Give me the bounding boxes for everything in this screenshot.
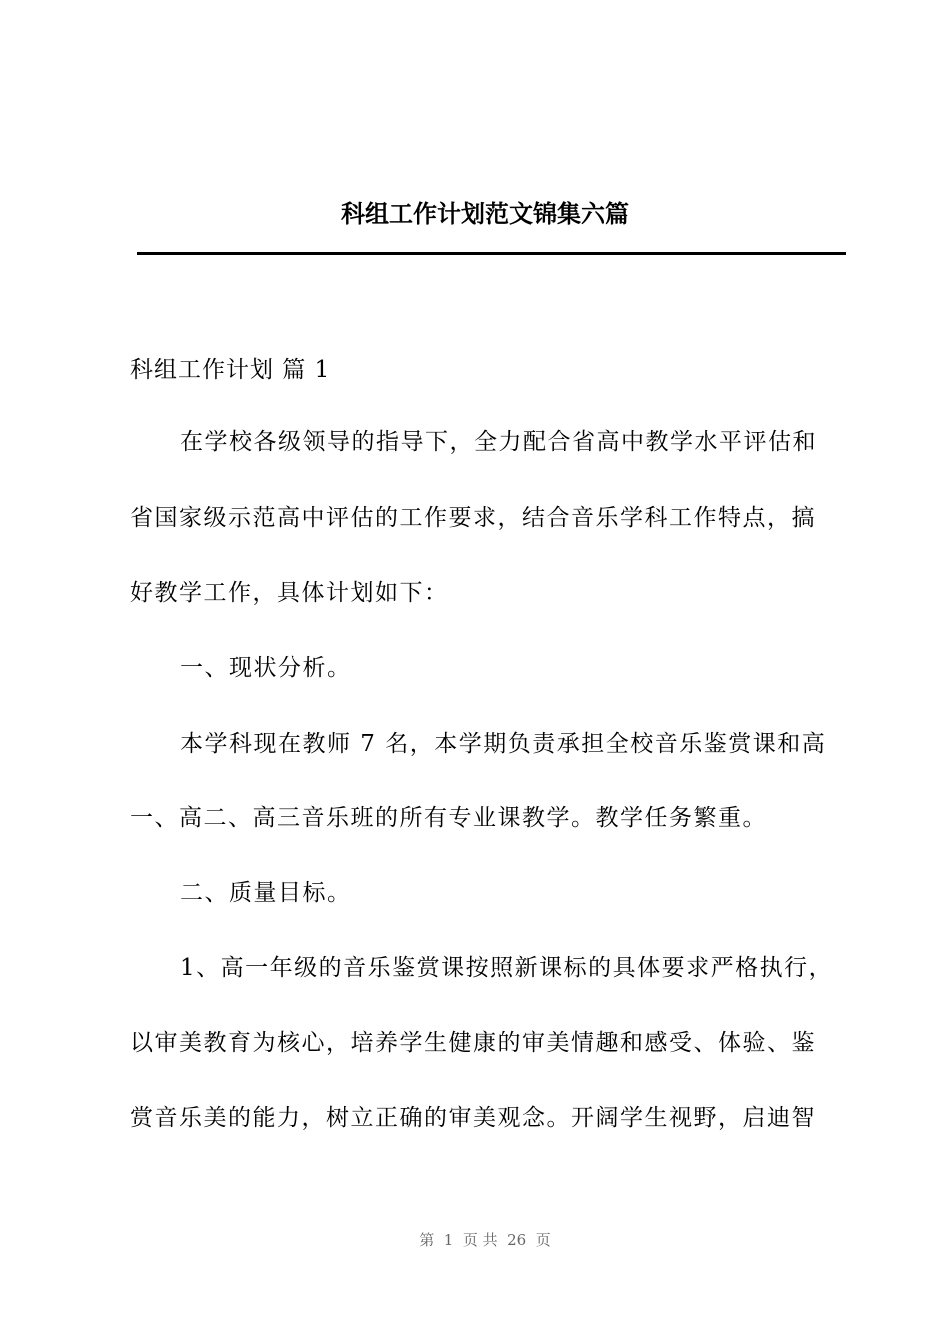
paragraph-line: 1、高一年级的音乐鉴赏课按照新课标的具体要求严格执行，	[180, 955, 834, 981]
paragraph-line: 好教学工作，具体计划如下：	[130, 580, 449, 606]
subheading-line: 二、质量目标。	[180, 880, 352, 906]
paragraph-line: 省国家级示范高中评估的工作要求，结合音乐学科工作特点，搞	[130, 505, 816, 531]
paragraph-line: 在学校各级领导的指导下，全力配合省高中教学水平评估和	[180, 429, 817, 455]
paragraph-line: 赏音乐美的能力，树立正确的审美观念。开阔学生视野，启迪智	[130, 1105, 816, 1131]
document-title: 科组工作计划范文锦集六篇	[341, 200, 629, 228]
paragraph-line: 以审美教育为核心，培养学生健康的审美情趣和感受、体验、鉴	[130, 1030, 816, 1056]
page-number-footer: 第 1 页 共 26 页	[419, 1231, 551, 1249]
paragraph-line: 一、高二、高三音乐班的所有专业课教学。教学任务繁重。	[130, 805, 767, 831]
title-divider	[137, 252, 846, 255]
subheading-line: 一、现状分析。	[180, 655, 352, 681]
section-heading: 科组工作计划 篇 1	[130, 357, 331, 383]
paragraph-line: 本学科现在教师 7 名，本学期负责承担全校音乐鉴赏课和高	[180, 731, 827, 757]
